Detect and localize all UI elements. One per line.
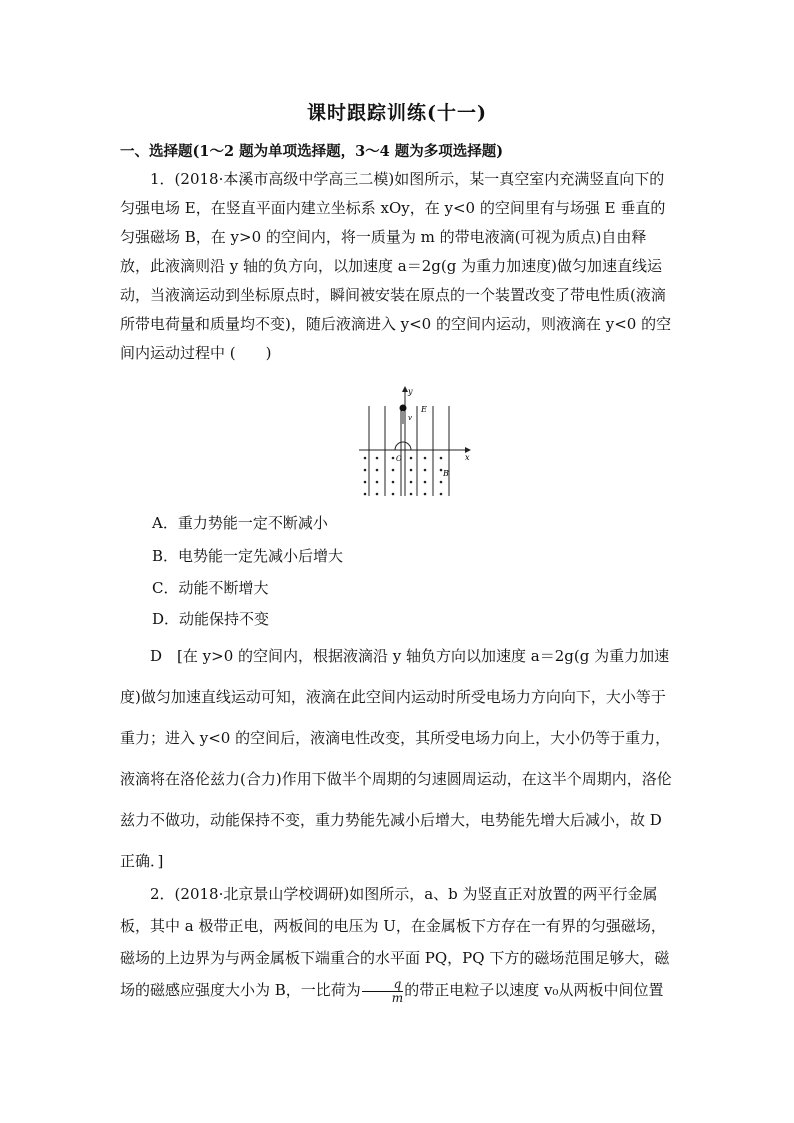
- fraction-denominator: m: [362, 991, 403, 1005]
- question-1-figure: [355, 384, 475, 504]
- fig-label-b: B: [443, 469, 449, 478]
- fig-label-x: x: [465, 453, 470, 462]
- section-heading: 一、选择题(1～2 题为单项选择题，3～4 题为多项选择题): [120, 143, 504, 160]
- fig-label-o: O: [396, 455, 402, 463]
- fig-label-e: E: [421, 405, 427, 414]
- option-d: D．动能保持不变: [152, 610, 270, 628]
- question-1-text: 1．(2018·本溪市高级中学高三二模)如图所示，某一真空室内充满竖直向下的匀强电场 E，在竖直平面内建立坐标系 xOy，在 y<0 的空间里有与场强 E 垂直的匀强磁场 B，在 y>0 的空间内，将一质量为 m 的带电液滴(可视为质点)自由释放，此液滴则沿 y 轴的负方向，以加速度 a＝2g(g 为重力加速度)做匀加速直线运动，当液滴运动到坐标原点时，瞬间被安装在原点的一个装置改变了带电性质(液滴所带电荷量和质量均不变)，随后液滴进入 y<0 的空间内运动，则液滴在 y<0 的空间内运动过程中 ( ): [120, 170, 672, 362]
- question-2-text-before: 2．(2018·北京景山学校调研)如图所示，a、b 为竖直正对放置的两平行金属板，其中 a 极带正电，两板间的电压为 U，在金属板下方存在一有界的匀强磁场，磁场的上边界为与两金属板下端重合的水平面 PQ，PQ 下方的磁场范围足够大，磁场的磁感应强度大小为 B，一比荷为: [120, 885, 670, 999]
- fig-label-y: y: [408, 387, 413, 396]
- fraction-numerator: q: [393, 976, 402, 991]
- charge-mass-fraction: [362, 978, 403, 1005]
- option-b: B．电势能一定先减小后增大: [152, 547, 344, 565]
- answer-explanation: D [在 y>0 的空间内，根据液滴沿 y 轴负方向以加速度 a＝2g(g 为重力加速度)做匀加速直线运动可知，液滴在此空间内运动时所受电场力方向向下，大小等于重力；进入 y<0 的空间后，液滴电性改变，其所受电场力向上，大小仍等于重力，液滴将在洛伦兹力(合力)作用下做半个周期的匀速圆周运动，在这半个周期内，洛伦兹力不做功，动能保持不变，重力势能先减小后增大，电势能先增大后减小，故 D 正确．]: [120, 647, 672, 870]
- page-title: 课时跟踪训练(十一): [307, 102, 487, 124]
- option-a: A．重力势能一定不断减小: [152, 514, 328, 532]
- fig-label-v: v: [408, 414, 412, 422]
- option-c: C．动能不断增大: [152, 579, 269, 597]
- question-2-text-after: 的带正电粒子以速度 v₀从两板中间位置: [404, 981, 664, 999]
- question-2-text: [120, 878, 676, 1006]
